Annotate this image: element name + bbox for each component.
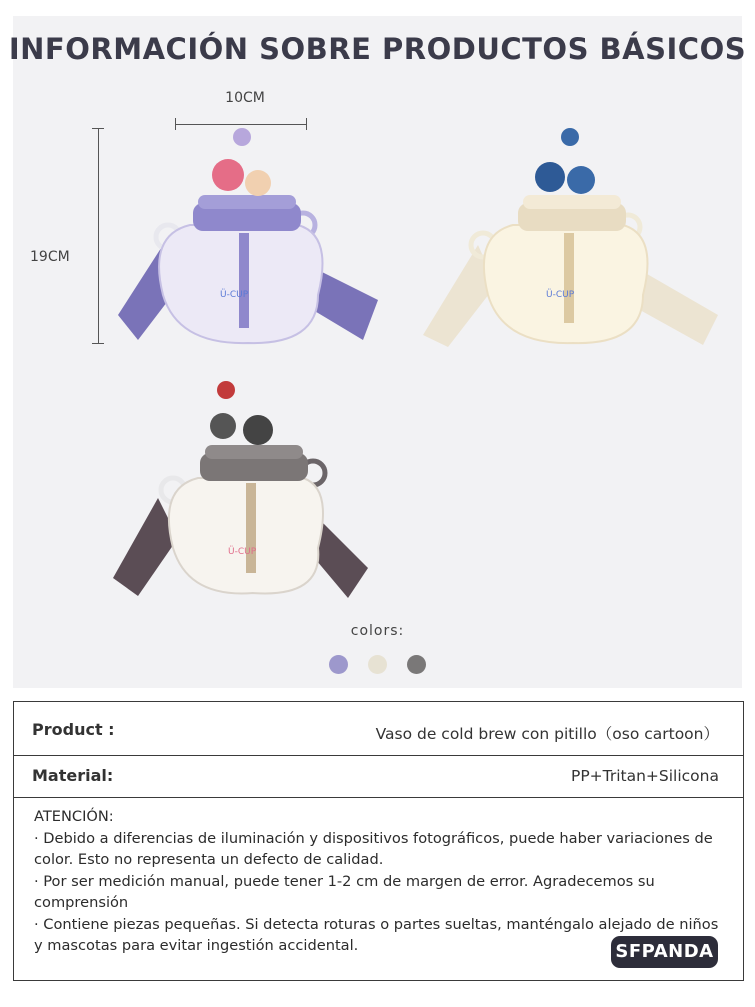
page-title: INFORMACIÓN SOBRE PRODUCTOS BÁSICOS	[8, 32, 747, 66]
attention-heading: ATENCIÓN:	[34, 808, 114, 825]
sfpanda-logo: SFPANDA	[611, 936, 718, 968]
note-item: · Debido a diferencias de iluminación y dispositivos fotográficos, puede haber variaciones de color. Esto no representa un defecto de calidad.	[34, 829, 713, 868]
product-label: Product :	[32, 720, 115, 739]
color-swatch-gray[interactable]	[407, 655, 426, 674]
material-row	[14, 755, 743, 798]
svg-text:Ü-CUP: Ü-CUP	[228, 547, 257, 557]
colors-label: colors:	[350, 623, 405, 639]
attention-notes	[34, 806, 724, 957]
purple-cup-image	[108, 125, 388, 350]
color-swatch-cream[interactable]	[368, 655, 387, 674]
product-row	[14, 702, 743, 756]
material-label: Material:	[32, 766, 114, 785]
svg-text:Ü-CUP: Ü-CUP	[546, 290, 575, 300]
material-value: PP+Tritan+Silicona	[570, 767, 719, 785]
width-label: 10CM	[225, 90, 265, 106]
svg-text:Ü-CUP: Ü-CUP	[220, 290, 249, 300]
height-label: 19CM	[30, 249, 70, 265]
color-swatch-purple[interactable]	[329, 655, 348, 674]
height-dimension-line	[92, 128, 104, 344]
note-item: · Por ser medición manual, puede tener 1-2 cm de margen de error. Agradecemos su comprensión	[34, 872, 655, 911]
product-value: Vaso de cold brew con pitillo（oso cartoon）	[375, 725, 719, 743]
gray-cup-image	[108, 378, 383, 608]
cream-cup-image	[418, 125, 723, 350]
note-item: · Contiene piezas pequeñas. Si detecta roturas o partes sueltas, manténgalo alejado de niños y mascotas para evitar ingestión accidental.	[34, 915, 719, 954]
